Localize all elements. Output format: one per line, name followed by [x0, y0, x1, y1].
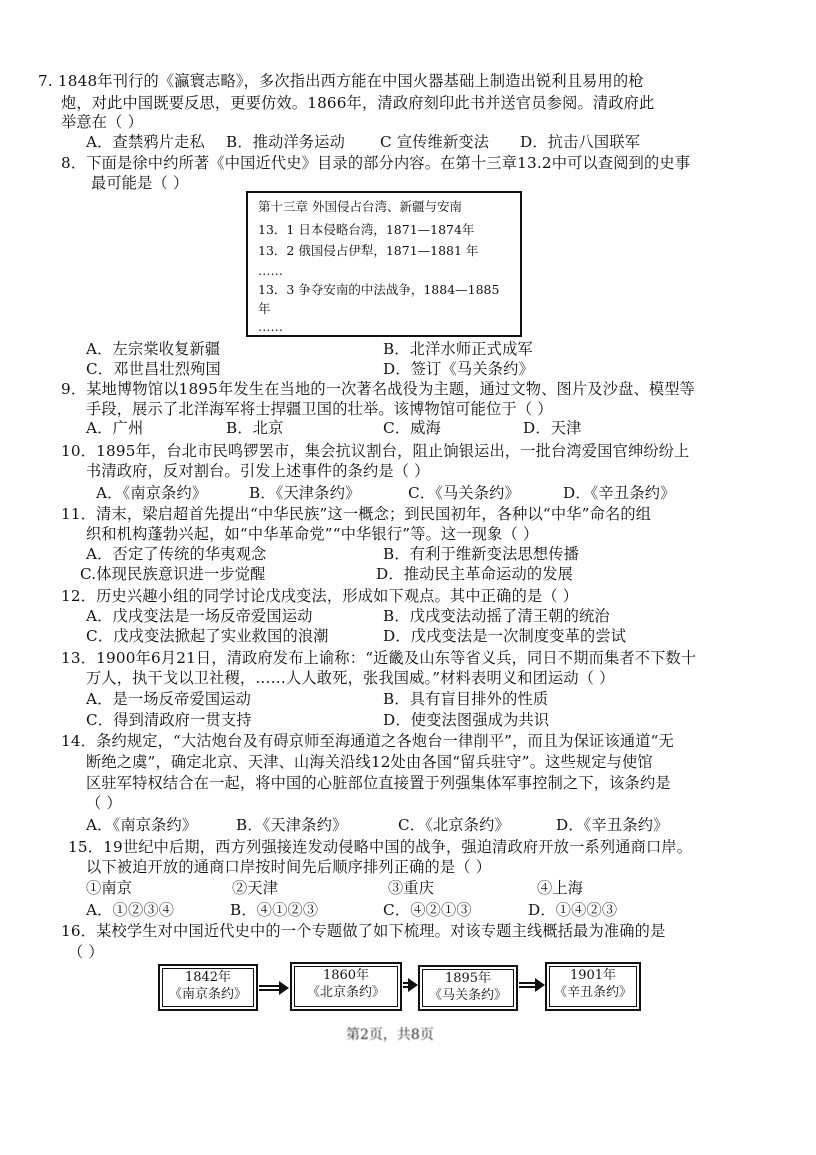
q8-option-b: B．北洋水师正式成军 — [383, 340, 533, 358]
question-9-line-1: 9．某地博物馆以1895年发生在当地的一次著名战役为主题，通过文物、图片及沙盘、模型等 — [61, 380, 696, 398]
q15-item-2: ②天津 — [232, 879, 279, 897]
q12-option-d: D．戊戌变法是一次制度变革的尝试 — [383, 627, 627, 645]
timeline-treaty: 《北京条约》 — [306, 985, 385, 1000]
question-10-line-2: 书清政府，反对割台。引发上述事件的条约是（ ） — [86, 462, 430, 480]
question-16-line-2: （ ） — [68, 943, 104, 961]
q9-option-d: D．天津 — [523, 419, 582, 437]
q13-option-b: B．具有盲目排外的性质 — [383, 690, 549, 708]
timeline-box-1842 — [158, 964, 258, 1011]
q10-option-c: C．《马关条约》 — [408, 484, 520, 502]
q12-option-c: C．戊戌变法掀起了实业救国的浪潮 — [86, 627, 329, 645]
q7-option-b: B．推动洋务运动 — [226, 133, 346, 151]
question-7-line-1: 7. 1848年刊行的《瀛寰志略》，多次指出西方能在中国火器基础上制造出锐利且易用的枪 — [38, 72, 644, 90]
toc-chapter-title: 第十三章 外国侵占台湾、新疆与安南 — [258, 199, 462, 214]
question-7-line-3: 举意在（ ） — [61, 113, 143, 131]
q11-option-b: B．有利于维新变法思想传播 — [383, 545, 580, 563]
question-13-line-1: 13．1900年6月21日，清政府发布上谕称：“近畿及山东等省义兵，同日不期而集者不下数十 — [61, 649, 697, 667]
question-11-line-2: 织和机构蓬勃兴起，如“中华革命党”“中华银行”等。这一现象（ ） — [86, 525, 539, 543]
q12-option-b: B．戊戌变法动摇了清王朝的统治 — [383, 607, 610, 625]
q10-option-d: D．《辛丑条约》 — [563, 484, 676, 502]
q14-option-c: C．《北京条约》 — [398, 816, 510, 834]
timeline-arrow — [259, 983, 289, 993]
timeline-year: 1860年 — [322, 968, 370, 983]
timeline-year: 1901年 — [569, 968, 617, 983]
toc-row: 13．1 日本侵略台湾，1871—1874年 — [258, 222, 475, 237]
page-footer: 第2页，共8页 — [346, 1027, 434, 1043]
q7-option-a: A．查禁鸦片走私 — [86, 133, 205, 151]
timeline-year: 1895年 — [444, 971, 492, 986]
q11-option-c: C.体现民族意识进一步觉醒 — [80, 565, 266, 583]
timeline-year: 1842年 — [184, 970, 232, 985]
timeline-treaty: 《辛丑条约》 — [553, 985, 632, 1000]
q14-option-b: B．《天津条约》 — [236, 816, 348, 834]
q8-option-d: D．签订《马关条约》 — [383, 360, 534, 378]
q9-option-a: A．广州 — [86, 419, 144, 437]
timeline-box-1860 — [290, 962, 402, 1011]
toc-row-wrap: 年 — [258, 301, 271, 316]
q14-option-a: A．《南京条约》 — [86, 816, 198, 834]
question-9-line-2: 手段，展示了北洋海军将士捍疆卫国的壮举。该博物馆可能位于（ ） — [86, 400, 553, 418]
question-14-line-2: 断绝之虞”，确定北京、天津、山海关沿线12处由各国“留兵驻守”。这些规定与使馆 — [86, 753, 653, 771]
q15-item-3: ③重庆 — [388, 879, 435, 897]
q10-option-b: B．《天津条约》 — [249, 484, 361, 502]
question-14-line-3: 区驻军特权结合在一起，将中国的心脏部位直接置于列强集体军事控制之下，该条约是 — [86, 774, 671, 792]
timeline-treaty: 《南京条约》 — [168, 987, 247, 1002]
question-14-line-1: 14．条约规定，“大沽炮台及有碍京师至海通道之各炮台一律削平”，而且为保证该通道“无 — [61, 732, 674, 750]
timeline-arrow — [519, 980, 545, 990]
q10-option-a: A．《南京条约》 — [96, 484, 208, 502]
toc-ellipsis: …… — [258, 319, 283, 334]
q15-option-a: A．①②③④ — [86, 901, 175, 919]
q14-option-d: D．《辛丑条约》 — [556, 816, 669, 834]
q7-option-d: D．抗击八国联军 — [520, 133, 641, 151]
question-8-line-1: 8．下面是徐中约所著《中国近代史》目录的部分内容。在第十三章13.2中可以查阅到的史事 — [61, 154, 691, 172]
q15-option-d: D．①④②③ — [528, 901, 618, 919]
q13-option-c: C．得到清政府一贯支持 — [86, 711, 252, 729]
toc-row: 13．2 俄国侵占伊犁，1871—1881 年 — [258, 243, 479, 258]
timeline-treaty: 《马关条约》 — [428, 988, 507, 1003]
q8-option-c: C．邓世昌壮烈殉国 — [86, 360, 221, 378]
timeline-box-1895 — [418, 965, 518, 1011]
question-8-line-2: 最可能是（ ） — [91, 174, 189, 192]
toc-ellipsis: …… — [258, 263, 283, 278]
q9-option-b: B．北京 — [226, 419, 284, 437]
question-13-line-2: 万人，执干戈以卫社稷，……人人敢死，张我国威。”材料表明义和团运动（ ） — [86, 669, 615, 687]
question-16-line-1: 16．某校学生对中国近代史中的一个专题做了如下梳理。对该专题主线概括最为准确的是 — [61, 922, 666, 940]
q9-option-c: C．威海 — [383, 419, 441, 437]
question-14-line-4: （ ） — [86, 794, 122, 812]
toc-row: 13．3 争夺安南的中法战争，1884—1885 — [258, 282, 500, 297]
timeline-arrow — [403, 980, 418, 990]
q15-option-b: B．④①②③ — [230, 901, 319, 919]
q15-option-c: C．④②①③ — [383, 901, 472, 919]
q13-option-a: A．是一场反帝爱国运动 — [86, 690, 252, 708]
question-15-line-2: 以下被迫开放的通商口岸按时间先后顺序排列正确的是（ ） — [86, 858, 492, 876]
timeline-box-1901 — [545, 962, 641, 1011]
question-12-line-1: 12．历史兴趣小组的同学讨论戊戌变法，形成如下观点。其中正确的是（ ） — [61, 587, 579, 605]
q7-option-c: C 宣传维新变法 — [380, 133, 490, 151]
table-of-contents-box — [246, 191, 522, 337]
q12-option-a: A．戊戌变法是一场反帝爱国运动 — [86, 607, 313, 625]
q13-option-d: D．使变法图强成为共识 — [383, 711, 550, 729]
question-7-line-2: 炮，对此中国既要反思，更要仿效。1866年，清政府刻印此书并送官员参阅。清政府此 — [61, 94, 655, 112]
q15-item-4: ④上海 — [537, 879, 584, 897]
q11-option-a: A．否定了传统的华夷观念 — [86, 545, 267, 563]
question-15-line-1: 15．19世纪中后期，西方列强接连发动侵略中国的战争，强迫清政府开放一系列通商口岸。 — [68, 838, 693, 856]
q8-option-a: A．左宗棠收复新疆 — [86, 340, 221, 358]
question-10-line-1: 10．1895年，台北市民鸣锣罢市，集会抗议割台，阻止饷银运出，一批台湾爱国官绅纷纷上 — [61, 442, 690, 460]
q15-item-1: ①南京 — [86, 879, 133, 897]
question-11-line-1: 11．清末，梁启超首先提出“中华民族”这一概念；到民国初年，各种以“中华”命名的组 — [61, 505, 652, 523]
q11-option-d: D．推动民主革命运动的发展 — [376, 565, 574, 583]
